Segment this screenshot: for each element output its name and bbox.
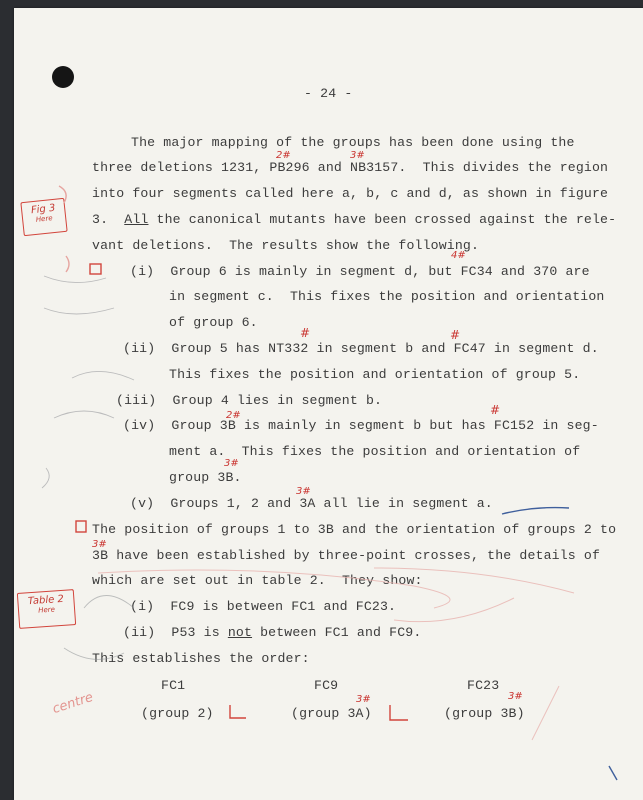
item-ii-line-2: This fixes the position and orientation of group 5. bbox=[169, 367, 581, 382]
order-mutant-1: FC1 bbox=[161, 678, 186, 693]
text-line-21: This establishes the order: bbox=[92, 651, 310, 666]
item-iv-line-2: ment a. This fixes the position and orientation of bbox=[169, 444, 581, 459]
red-curl-1 bbox=[59, 186, 66, 203]
item-iii: (iii) Group 4 lies in segment b. bbox=[116, 393, 383, 408]
hash-mark-10: 3# bbox=[92, 539, 107, 550]
blue-pen-tick bbox=[609, 766, 617, 780]
text-line-1: The major mapping of the groups has been done using the bbox=[131, 135, 575, 150]
page-number: - 24 - bbox=[304, 86, 353, 101]
pencil-curve-6 bbox=[84, 596, 134, 609]
faint-red-curve-2 bbox=[374, 568, 574, 593]
order-group-1: (group 2) bbox=[141, 706, 214, 721]
order-mutant-2: FC9 bbox=[314, 678, 339, 693]
pencil-curve-5 bbox=[42, 468, 49, 488]
pencil-curve-1 bbox=[44, 276, 106, 283]
hash-mark-5: # bbox=[450, 328, 461, 342]
red-bracket-1 bbox=[230, 705, 246, 718]
text-line-18: which are set out in table 2. They show: bbox=[92, 573, 423, 588]
hash-mark-12: 3# bbox=[508, 691, 523, 702]
faint-red-curve-3 bbox=[394, 598, 514, 622]
order-group-3: (group 3B) bbox=[444, 706, 525, 721]
order-group-2: (group 3A) bbox=[291, 706, 372, 721]
pencil-curve-4 bbox=[54, 411, 114, 418]
show-item-ii: (ii) P53 is not between FC1 and FC9. bbox=[123, 625, 422, 640]
text-line-5: vant deletions. The results show the following. bbox=[92, 238, 480, 253]
faint-red-stroke bbox=[532, 686, 559, 740]
item-iv-line-1: (iv) Group 3B is mainly in segment b but has FC152 in seg- bbox=[123, 418, 599, 433]
hash-mark-2: 3# bbox=[350, 150, 365, 161]
hash-mark-8: 3# bbox=[224, 458, 239, 469]
text-line-2: three deletions 1231, PB296 and NB3157. This divides the region bbox=[92, 160, 609, 175]
faint-red-curve-1 bbox=[98, 570, 450, 608]
item-i-line-1: (i) Group 6 is mainly in segment d, but FC34 and 370 are bbox=[130, 264, 590, 279]
pencil-curve-7 bbox=[64, 648, 124, 659]
hash-mark-4: # bbox=[300, 326, 311, 340]
text-line-4: 3. All the canonical mutants have been crossed against the rele- bbox=[92, 212, 617, 227]
hash-mark-9: 3# bbox=[296, 486, 311, 497]
red-bracket-2 bbox=[390, 705, 408, 720]
hash-mark-3: 4# bbox=[451, 250, 466, 261]
show-item-i: (i) FC9 is between FC1 and FC23. bbox=[130, 599, 397, 614]
item-i-line-3: of group 6. bbox=[169, 315, 258, 330]
hash-mark-7: # bbox=[490, 403, 501, 417]
centre-note: centre bbox=[50, 689, 96, 718]
hash-mark-1: 2# bbox=[276, 150, 291, 161]
order-mutant-3: FC23 bbox=[467, 678, 500, 693]
pencil-curve-3 bbox=[72, 371, 134, 380]
item-i-line-2: in segment c. This fixes the position and orientation bbox=[169, 289, 605, 304]
hash-mark-11: 3# bbox=[356, 694, 371, 705]
document-page bbox=[14, 8, 643, 800]
item-iv-line-3: group 3B. bbox=[169, 470, 242, 485]
item-ii-line-1: (ii) Group 5 has NT332 in segment b and FC47 in segment d. bbox=[123, 341, 599, 356]
hash-mark-6: 2# bbox=[226, 410, 241, 421]
text-line-3: into four segments called here a, b, c and d, as shown in figure bbox=[92, 186, 609, 201]
margin-marks bbox=[14, 8, 643, 800]
red-box-mark-1 bbox=[90, 264, 101, 274]
red-curl-2 bbox=[66, 256, 69, 272]
pencil-curve-2 bbox=[44, 308, 114, 314]
item-v: (v) Groups 1, 2 and 3A all lie in segment a. bbox=[130, 496, 493, 511]
text-line-17: 3B have been established by three-point crosses, the details of bbox=[92, 548, 601, 563]
fig3-here-annotation: Fig 3 Here bbox=[20, 198, 67, 236]
red-box-mark-2 bbox=[76, 521, 86, 532]
blue-pen-stroke bbox=[502, 508, 569, 514]
table2-here-annotation: Table 2 Here bbox=[17, 589, 76, 629]
text-line-16: The position of groups 1 to 3B and the orientation of groups 2 to bbox=[92, 522, 617, 537]
